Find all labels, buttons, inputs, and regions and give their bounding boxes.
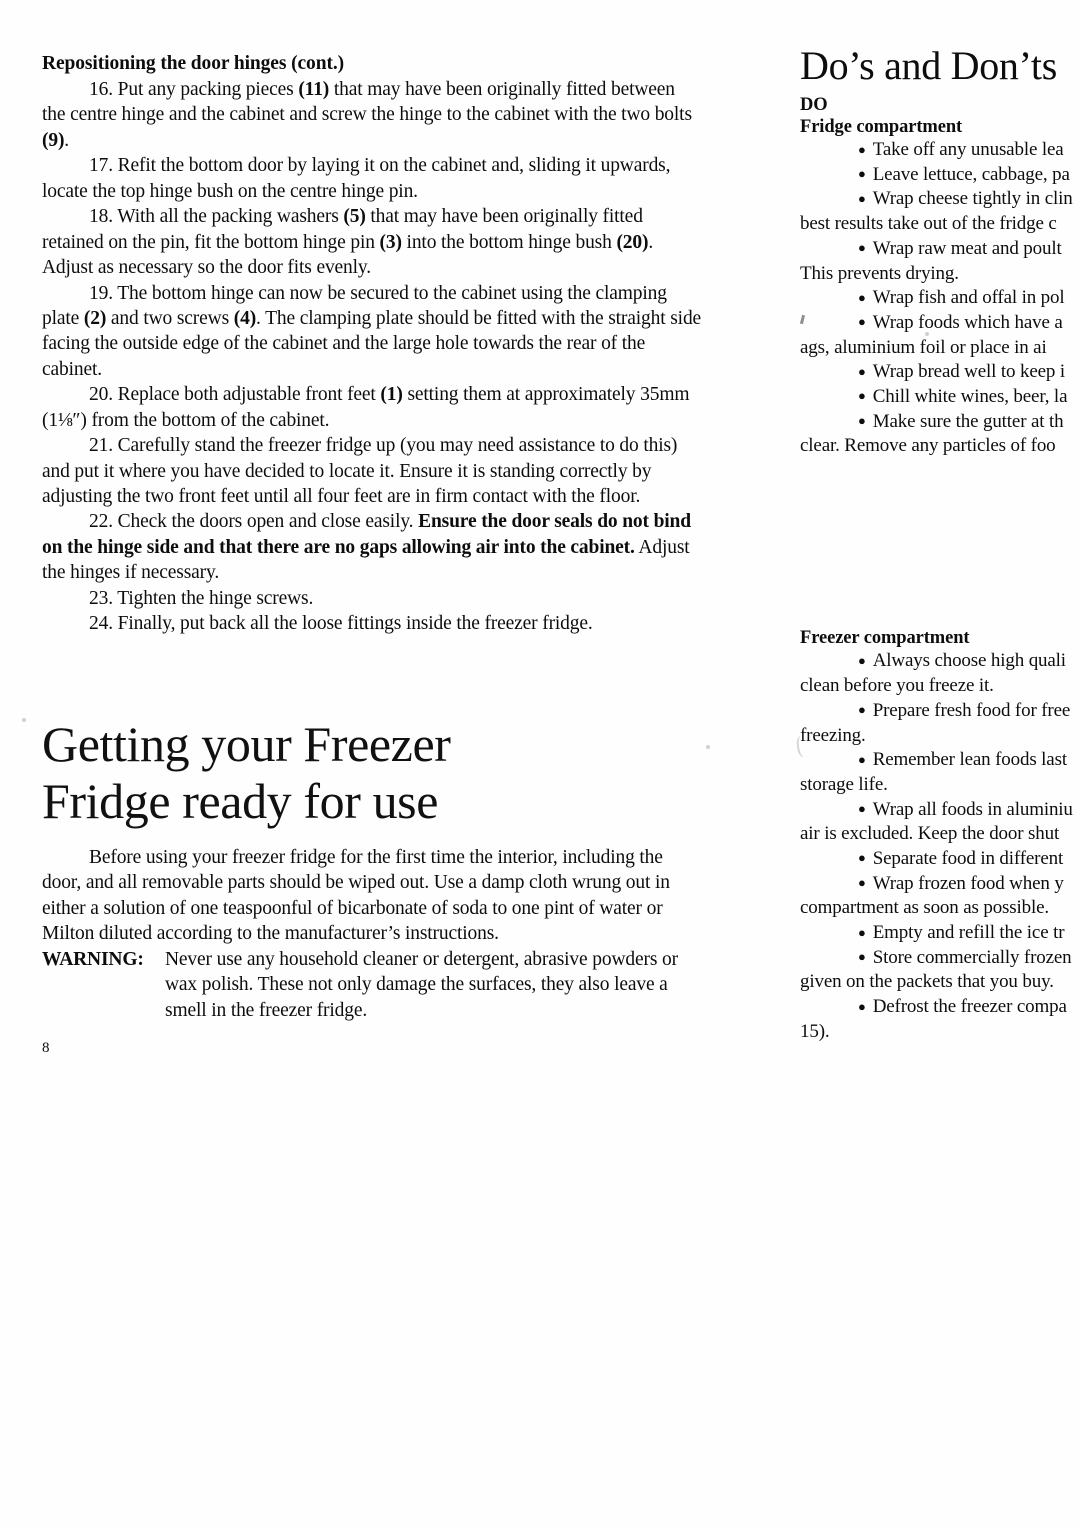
- freezer-bullet-4-continuation: air is excluded. Keep the door shut: [800, 823, 1060, 845]
- freezer-bullet-9: ● Defrost the freezer compa: [800, 995, 1080, 1020]
- step-16: [42, 77, 702, 153]
- step-16-ref-9: (9): [42, 129, 65, 151]
- freezer-bullet-6-continuation: compartment as soon as possible.: [800, 897, 1050, 919]
- freezer-bullet-3: ● Remember lean foods last: [800, 748, 1080, 773]
- step-16-lead: 16. Put any packing pieces: [89, 79, 299, 100]
- freezer-bullet-5: ● Separate food in different: [800, 847, 1080, 872]
- scan-artifact-speck-1: [706, 745, 710, 749]
- fridge-bullet-3-continuation: best results take out of the fridge c: [800, 213, 1057, 235]
- fridge-bullet-2: ● Leave lettuce, cabbage, pa: [800, 163, 1080, 188]
- step-21: 21. Carefully stand the freezer fridge up (you may need assistance to do this) and put it where you have decided to locate it. Ensure it is standing correctly by adjusting the two front feet until all four feet are in firm contact with the floor.: [42, 435, 678, 507]
- step-16-ref-11: (11): [298, 79, 330, 100]
- step-19-ref-2: (2): [83, 307, 107, 329]
- intro-block: [42, 845, 702, 1023]
- do-label: DO: [800, 95, 828, 116]
- warning-note: [42, 947, 702, 1023]
- fridge-bullet-7: ● Wrap bread well to keep i: [800, 360, 1080, 385]
- step-18-ref-3: (3): [379, 231, 402, 253]
- freezer-compartment-heading: Freezer compartment: [800, 628, 970, 648]
- freezer-section: [800, 628, 1080, 1044]
- freezer-bullet-8: ● Store commercially frozen: [800, 946, 1080, 971]
- step-18-ref-20: (20): [616, 231, 649, 253]
- freezer-bullet-6: ● Wrap frozen food when y: [800, 872, 1080, 897]
- step-18-end: . Adjust as necessary so the door fits evenly.: [42, 231, 654, 279]
- page-title-line-1: Getting your Freezer: [42, 716, 451, 772]
- freezer-bullet-4: ● Wrap all foods in aluminiu: [800, 798, 1080, 823]
- fridge-bullet-5: ● Wrap fish and offal in pol: [800, 286, 1080, 311]
- page-title-line-2: Fridge ready for use: [42, 773, 439, 829]
- step-18-mid: that may have been originally fitted retained on the pin, fit the bottom hinge pin: [42, 206, 643, 253]
- step-19-tail: . The clamping plate should be fitted with the straight side facing the outside edge of the cabinet and the large hole towards the rear of the cabinet.: [42, 307, 702, 380]
- fridge-bullet-6-continuation: ags, aluminium foil or place in ai: [800, 336, 1047, 358]
- step-16-mid: that may have been originally fitted between the centre hinge and the cabinet and screw the hinge to the cabinet with the two bolts: [42, 79, 692, 126]
- warning-text: Never use any household cleaner or detergent, abrasive powders or wax polish. These not only damage the surfaces, they also leave a smell in the freezer fridge.: [165, 948, 678, 1021]
- freezer-bullet-2-continuation: freezing.: [800, 724, 866, 746]
- right-column: [800, 44, 1080, 459]
- fridge-bullet-9-continuation: clear. Remove any particles of foo: [800, 435, 1056, 457]
- step-19-lead: 19. The bottom hinge can now be secured to the cabinet using the clamping plate: [42, 282, 667, 329]
- fridge-bullet-6: ● Wrap foods which have a: [800, 311, 1080, 336]
- page-title: [42, 716, 682, 830]
- freezer-bullet-3-continuation: storage life.: [800, 773, 888, 795]
- step-19-ref-4: (4): [233, 307, 257, 329]
- freezer-bullet-7: ● Empty and refill the ice tr: [800, 921, 1080, 946]
- step-17: 17. Refit the bottom door by laying it on the cabinet and, sliding it upwards, locate the top hinge bush on the centre hinge pin.: [42, 155, 671, 202]
- scan-artifact-speck-2: [22, 718, 26, 722]
- step-24: 24. Finally, put back all the loose fittings inside the freezer fridge.: [89, 613, 593, 635]
- step-23: 23. Tighten the hinge screws.: [89, 587, 314, 609]
- step-22: [42, 509, 702, 585]
- freezer-bullet-2: ● Prepare fresh food for free: [800, 699, 1080, 724]
- freezer-bullet-8-continuation: given on the packets that you buy.: [800, 971, 1054, 993]
- step-18-lead: 18. With all the packing washers: [89, 206, 344, 228]
- warning-label: WARNING:: [42, 948, 144, 970]
- fridge-bullet-4-continuation: This prevents drying.: [800, 262, 959, 284]
- step-19-mid: and two screws: [106, 307, 234, 329]
- step-20-ref-1: (1): [380, 384, 403, 406]
- fridge-bullet-4: ● Wrap raw meat and poult: [800, 237, 1080, 262]
- intro-paragraph: Before using your freezer fridge for the first time the interior, including the door, and all removable parts should be wiped out. Use a damp cloth wrung out in either a solution of one teaspoonful of bicarbonate of soda to one pint of water or Milton diluted according to the manufacturer’s instructions.: [42, 847, 670, 945]
- step-22-emphasis: Ensure the door seals do not bind on the hinge side and that there are no gaps allowing air into the cabinet.: [42, 511, 691, 558]
- step-20-lead: 20. Replace both adjustable front feet: [89, 384, 381, 406]
- step-18: [42, 204, 702, 280]
- step-20-mid: setting them at approximately 35mm (1⅛″) from the bottom of the cabinet.: [42, 384, 690, 431]
- freezer-bullet-1-continuation: clean before you freeze it.: [800, 675, 994, 697]
- freezer-bullet-1: ● Always choose high quali: [800, 649, 1080, 674]
- step-18-ref-5: (5): [343, 206, 366, 228]
- fridge-bullet-8: ● Chill white wines, beer, la: [800, 385, 1080, 410]
- left-column: [42, 52, 702, 637]
- step-20: [42, 382, 702, 433]
- step-16-tail: .: [64, 129, 70, 151]
- step-22-tail: Adjust the hinges if necessary.: [42, 536, 690, 584]
- freezer-bullet-9-continuation: 15).: [800, 1020, 830, 1042]
- step-22-lead: 22. Check the doors open and close easily.: [89, 511, 419, 533]
- dos-and-donts-title: Do’s and Don’ts: [800, 44, 1057, 88]
- fridge-compartment-heading: Fridge compartment: [800, 116, 963, 137]
- step-19: [42, 281, 702, 383]
- page-number: 8: [42, 1040, 50, 1056]
- fridge-bullet-9: ● Make sure the gutter at th: [800, 410, 1080, 435]
- section-heading: Repositioning the door hinges (cont.): [42, 53, 345, 74]
- fridge-bullet-1: ● Take off any unusable lea: [800, 138, 1080, 163]
- step-18-tail: into the bottom hinge bush: [401, 231, 617, 253]
- fridge-bullet-3: ● Wrap cheese tightly in clin: [800, 187, 1080, 212]
